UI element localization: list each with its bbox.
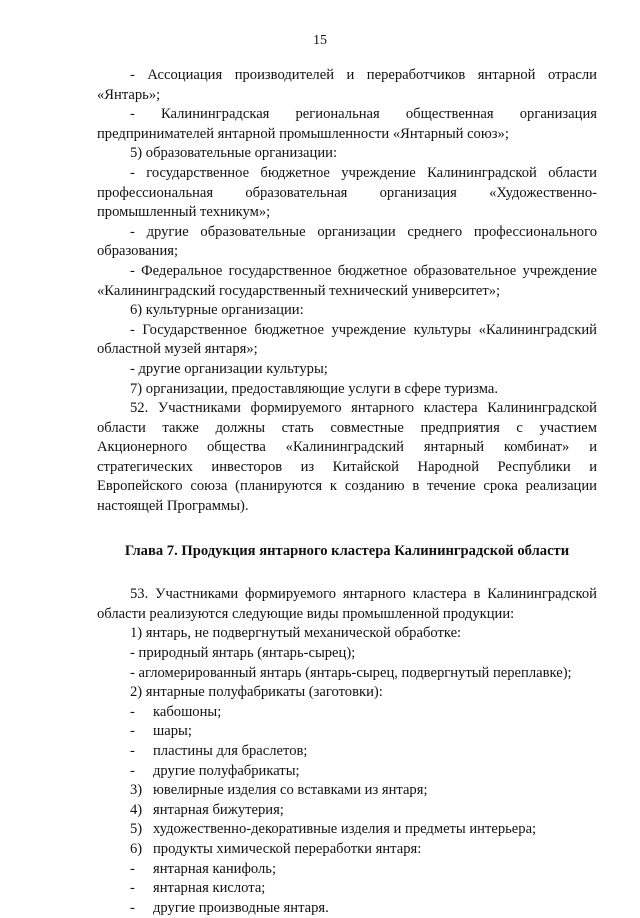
paragraph: - природный янтарь (янтарь-сырец);: [130, 645, 356, 662]
chapter-heading: Глава 7. Продукция янтарного кластера Калининградской области: [124, 542, 570, 559]
list-marker: -: [130, 703, 135, 720]
paragraph: - Федеральное государственное бюджетное образовательное учреждение «Калининградский государственный технический университет»;: [97, 262, 597, 299]
paragraph: - другие организации культуры;: [130, 360, 328, 377]
page-number: 15: [313, 33, 327, 48]
list-marker: 5): [130, 821, 143, 838]
list-item-text: другие полуфабрикаты;: [153, 762, 300, 779]
paragraph: - Калининградская региональная общественная организация предпринимателей янтарной промышленности «Янтарный союз»;: [97, 106, 597, 142]
list-item: [97, 879, 597, 899]
list-item: [97, 703, 597, 723]
paragraph: - Государственное бюджетное учреждение культуры «Калининградский областной музей янтаря»;: [97, 321, 597, 358]
paragraph: 52. Участниками формируемого янтарного кластера Калининградской области также должны стать совместные предприятия с участием Акционерного общества «Калининградский янтарный комбинат» и стратегических инвесторов из Китайской Народной Республики и Европейского союза (планируются к созданию в течение срока реализации настоящей Программы).: [97, 400, 597, 515]
list-item: [97, 781, 597, 801]
paragraph: - государственное бюджетное учреждение Калининградской области профессиональная образовательная организация «Художественно-промышленный техникум»;: [97, 164, 597, 221]
list-item: [97, 722, 597, 742]
list-marker: -: [130, 762, 135, 779]
list-item-text: другие производные янтаря.: [153, 899, 329, 916]
paragraph: 2) янтарные полуфабрикаты (заготовки):: [130, 684, 383, 701]
page-content: [97, 66, 597, 918]
list-marker: -: [130, 880, 135, 897]
paragraph: 53. Участниками формируемого янтарного кластера в Калининградской области реализуются следующие виды промышленной продукции:: [97, 586, 597, 622]
list-item-text: продукты химической переработки янтаря:: [153, 840, 422, 857]
paragraph: - Ассоциация производителей и переработчиков янтарной отрасли «Янтарь»;: [97, 67, 597, 103]
list-item: [97, 801, 597, 821]
list-item-text: янтарная канифоль;: [153, 860, 277, 877]
list-item-text: кабошоны;: [153, 703, 222, 720]
paragraph: 1) янтарь, не подвергнутый механической обработке:: [130, 625, 462, 642]
list-item-text: ювелирные изделия со вставками из янтаря;: [153, 782, 428, 799]
list-item: [97, 820, 597, 840]
list-item-text: шары;: [153, 723, 192, 740]
paragraph: 5) образовательные организации:: [130, 145, 338, 162]
list-item: [97, 742, 597, 762]
paragraph: - агломерированный янтарь (янтарь-сырец, подвергнутый переплавке);: [130, 664, 572, 681]
list-item: [97, 860, 597, 880]
paragraph: - другие образовательные организации среднего профессионального образования;: [97, 223, 597, 260]
list-item-text: пластины для браслетов;: [153, 743, 308, 759]
list-marker: -: [130, 723, 135, 740]
list-marker: -: [130, 743, 135, 759]
list-item-text: художественно-декоративные изделия и предметы интерьера;: [153, 821, 537, 838]
list-item: [97, 840, 597, 860]
product-list: [97, 703, 597, 918]
list-item-text: янтарная кислота;: [153, 880, 266, 897]
list-marker: -: [130, 899, 135, 916]
paragraph: 6) культурные организации:: [130, 302, 304, 319]
list-item: [97, 762, 597, 782]
list-item: [97, 899, 597, 918]
list-marker: 6): [130, 840, 143, 857]
list-item-text: янтарная бижутерия;: [153, 801, 284, 818]
list-marker: 4): [130, 801, 143, 818]
paragraph: 7) организации, предоставляющие услуги в сфере туризма.: [130, 380, 498, 397]
list-marker: 3): [130, 782, 143, 799]
list-marker: -: [130, 860, 135, 877]
